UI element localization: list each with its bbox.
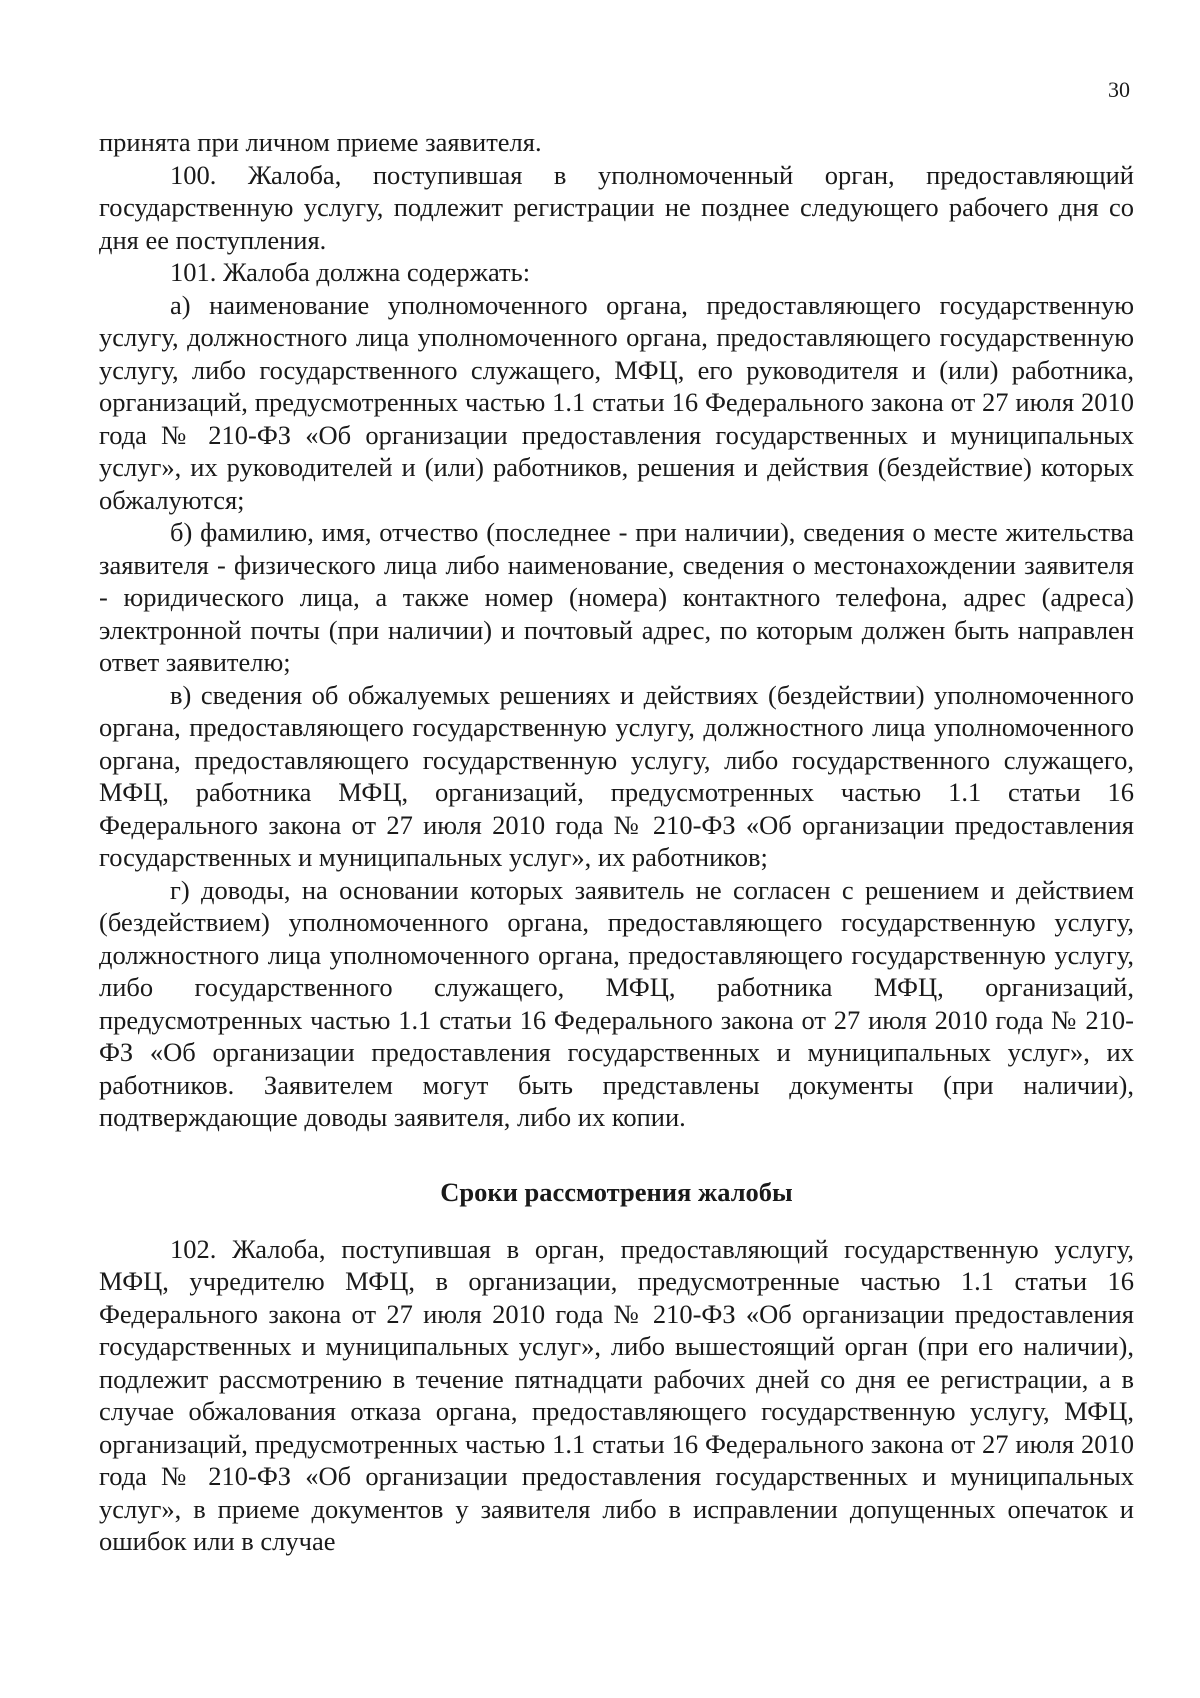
page-number: 30 — [1108, 77, 1130, 102]
paragraph-101-v: в) сведения об обжалуемых решениях и действиях (бездействии) уполномоченного органа, предоставляющего государственную услугу, должностного лица уполномоченного органа, предоставляющего государственную услугу, либо государственного служащего, МФЦ, работника МФЦ, организаций, предусмотренных частью 1.1 статьи 16 Федерального закона от 27 июля 2010 года № 210-ФЗ «Об организации предоставления государственных и муниципальных услуг», их работников; — [99, 679, 1134, 872]
paragraph-101: 101. Жалоба должна содержать: — [170, 257, 531, 287]
paragraph-102: 102. Жалоба, поступившая в орган, предоставляющий государственную услугу, МФЦ, учредителю МФЦ, в организации, предусмотренные частью 1.1 статьи 16 Федерального закона от 27 июля 2010 года № 210-ФЗ «Об организации предоставления государственных и муниципальных услуг», либо вышестоящий орган (при его наличии), подлежит рассмотрению в течение пятнадцати рабочих дней со дня ее регистрации, а в случае обжалования отказа органа, предоставляющего государственную услугу, МФЦ, организаций, предусмотренных частью 1.1 статьи 16 Федерального закона от 27 июля 2010 года № 210-ФЗ «Об организации предоставления государственных и муниципальных услуг», в приеме документов у заявителя либо в исправлении допущенных опечаток и ошибок или в случае — [99, 1233, 1134, 1556]
paragraph-100: 100. Жалоба, поступившая в уполномоченный орган, предоставляющий государственную услугу, подлежит регистрации не позднее следующего рабочего дня со дня ее поступления. — [99, 159, 1134, 255]
paragraph-101-b: б) фамилию, имя, отчество (последнее - при наличии), сведения о месте жительства заявителя - физического лица либо наименование, сведения о местонахождении заявителя - юридического лица, а также номер (номера) контактного телефона, адрес (адреса) электронной почты (при наличии) и почтовый адрес, по которым должен быть направлен ответ заявителю; — [99, 517, 1134, 677]
paragraph-101-a: а) наименование уполномоченного органа, предоставляющего государственную услугу, должностного лица уполномоченного органа, предоставляющего государственную услугу, либо государственного служащего, МФЦ, его руководителя и (или) работника, организаций, предусмотренных частью 1.1 статьи 16 Федерального закона от 27 июля 2010 года № 210-ФЗ «Об организации предоставления государственных и муниципальных услуг», их руководителей и (или) работников, решения и действия (бездействие) которых обжалуются; — [99, 289, 1134, 515]
section-heading: Сроки рассмотрения жалобы — [440, 1176, 793, 1207]
paragraph-101-g: г) доводы, на основании которых заявитель не согласен с решением и действием (бездействием) уполномоченного органа, предоставляющего государственную услугу, должностного лица уполномоченного органа, предоставляющего государственную услугу, либо государственного служащего, МФЦ, работника МФЦ, организаций, предусмотренных частью 1.1 статьи 16 Федерального закона от 27 июля 2010 года № 210-ФЗ «Об организации предоставления государственных и муниципальных услуг», их работников. Заявителем могут быть представлены документы (при наличии), подтверждающие доводы заявителя, либо их копии. — [99, 874, 1134, 1132]
document-body — [99, 126, 1134, 1558]
paragraph-continuation: принята при личном приеме заявителя. — [99, 127, 542, 157]
